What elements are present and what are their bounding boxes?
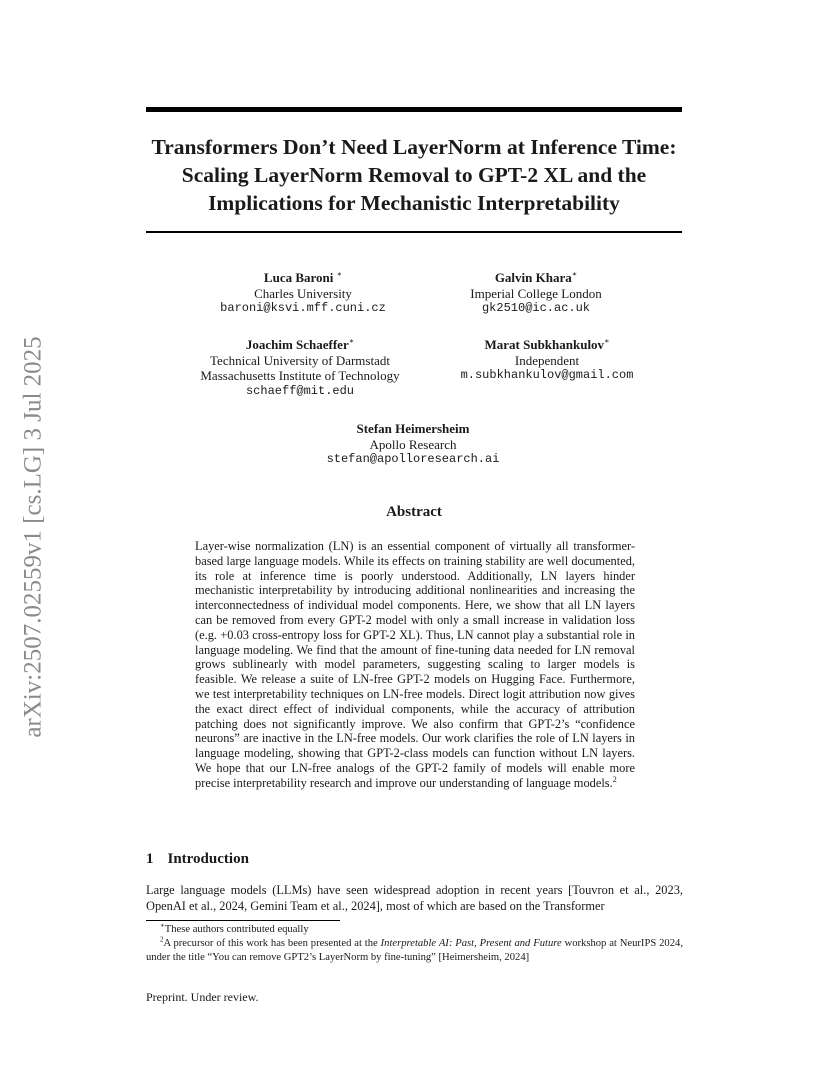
abstract-heading: Abstract bbox=[386, 504, 442, 520]
author-name: Marat Subkhankulov bbox=[484, 337, 605, 352]
author-email: stefan@apolloresearch.ai bbox=[326, 452, 500, 466]
arxiv-id: arXiv:2507.02559v1 [cs.LG] 3 Jul 2025 bbox=[20, 336, 47, 738]
author-name: Galvin Khara bbox=[494, 270, 572, 285]
section-number: 1 bbox=[146, 851, 154, 867]
footnote-2-text-after: workshop at NeurIPS 2024, under the title “You can remove GPT2’s LayerNorm by fine-tuning” [Heimersheim, 2024] bbox=[146, 938, 683, 963]
author-name: Luca Baroni bbox=[263, 270, 334, 285]
author-mark: ∗ bbox=[336, 269, 343, 279]
author-email: m.subkhankulov@gmail.com bbox=[460, 368, 634, 382]
author-affiliation: Charles University bbox=[254, 285, 352, 301]
footnote-1-text: These authors contributed equally bbox=[164, 924, 309, 935]
author-name: Stefan Heimersheim bbox=[356, 421, 470, 436]
footnote-1-mark: ∗ bbox=[160, 921, 165, 930]
footnote-rule bbox=[146, 920, 340, 921]
section-heading bbox=[146, 851, 249, 868]
author-affiliation: Imperial College London bbox=[470, 285, 602, 301]
abstract-text: Layer-wise normalization (LN) is an essential component of virtually all transformer-based large language models. While its effects on training stability are well documented, its role at inference time is poorly understood. Additionally, LN layers hinder mechanistic interpretability by introducing additional nonlinearities and increasing the interconnectedness of individual model components. Here, we show that all LN layers can be removed from every GPT-2 model with only a small increase in validation loss (e.g. +0.03 cross-entropy loss for GPT-2 XL). Thus, LN cannot play a substantial role in language modeling. We find that the amount of fine-tuning data needed for LN removal grows sublinearly with model parameters, suggesting scaling to larger models is feasible. We release a suite of LN-free GPT-2 models on Hugging Face. Furthermore, we test interpretability techniques on LN-free models. Direct logit attribution now gives the exact direct effect of individual components, while the accuracy of attribution patching does not significantly improve. We also confirm that GPT-2’s “confidence neurons” are inactive in the LN-free models. Our work clarifies the role of LN layers in language modeling, showing that GPT-2-class models can function without LN layers. We hope that our LN-free analogs of the GPT-2 family of models will enable more precise interpretability research and improve our understanding of language models. bbox=[195, 539, 635, 790]
abstract-body bbox=[195, 539, 635, 791]
author-mark: ∗ bbox=[571, 269, 578, 279]
author-block bbox=[432, 337, 662, 384]
author-block bbox=[300, 421, 526, 468]
abstract-footnote-mark: 2 bbox=[612, 774, 617, 784]
author-affiliation: Technical University of Darmstadt bbox=[210, 352, 390, 368]
paper-title: Transformers Don’t Need LayerNorm at Inference Time: Scaling LayerNorm Removal to GPT-2 XL and the Implications for Mechanistic Interpretability bbox=[151, 135, 677, 215]
author-email: gk2510@ic.ac.uk bbox=[481, 301, 591, 315]
footnote-2-workshop-title: Interpretable AI: Past, Present and Future bbox=[380, 938, 562, 949]
intro-paragraph: Large language models (LLMs) have seen widespread adoption in recent years [Touvron et al., 2023, OpenAI et al., 2024, Gemini Team et al., 2024], most of which are based on the Transformer bbox=[146, 883, 683, 913]
footnote-2-mark: 2 bbox=[160, 935, 164, 944]
footnote-2 bbox=[146, 937, 683, 964]
section-title: Introduction bbox=[167, 851, 249, 867]
preprint-note: Preprint. Under review. bbox=[146, 990, 259, 1004]
author-email: schaeff@mit.edu bbox=[245, 383, 355, 398]
author-affiliation: Independent bbox=[514, 352, 580, 368]
author-block bbox=[424, 270, 648, 317]
title-rule-top bbox=[146, 107, 682, 112]
author-mark: ∗ bbox=[348, 336, 355, 346]
author-affiliation: Apollo Research bbox=[369, 436, 457, 452]
author-affiliation: Massachusetts Institute of Technology bbox=[200, 368, 400, 383]
author-email: baroni@ksvi.mff.cuni.cz bbox=[220, 301, 386, 315]
title-rule-bottom bbox=[146, 231, 682, 233]
footnote-1 bbox=[160, 923, 309, 937]
arxiv-sidebar bbox=[18, 312, 50, 762]
author-block bbox=[180, 337, 420, 399]
footnote-2-text-before: A precursor of this work has been presented at the bbox=[163, 938, 381, 949]
author-mark: ∗ bbox=[604, 336, 610, 346]
author-name: Joachim Schaeffer bbox=[245, 337, 349, 352]
author-block bbox=[190, 270, 416, 317]
